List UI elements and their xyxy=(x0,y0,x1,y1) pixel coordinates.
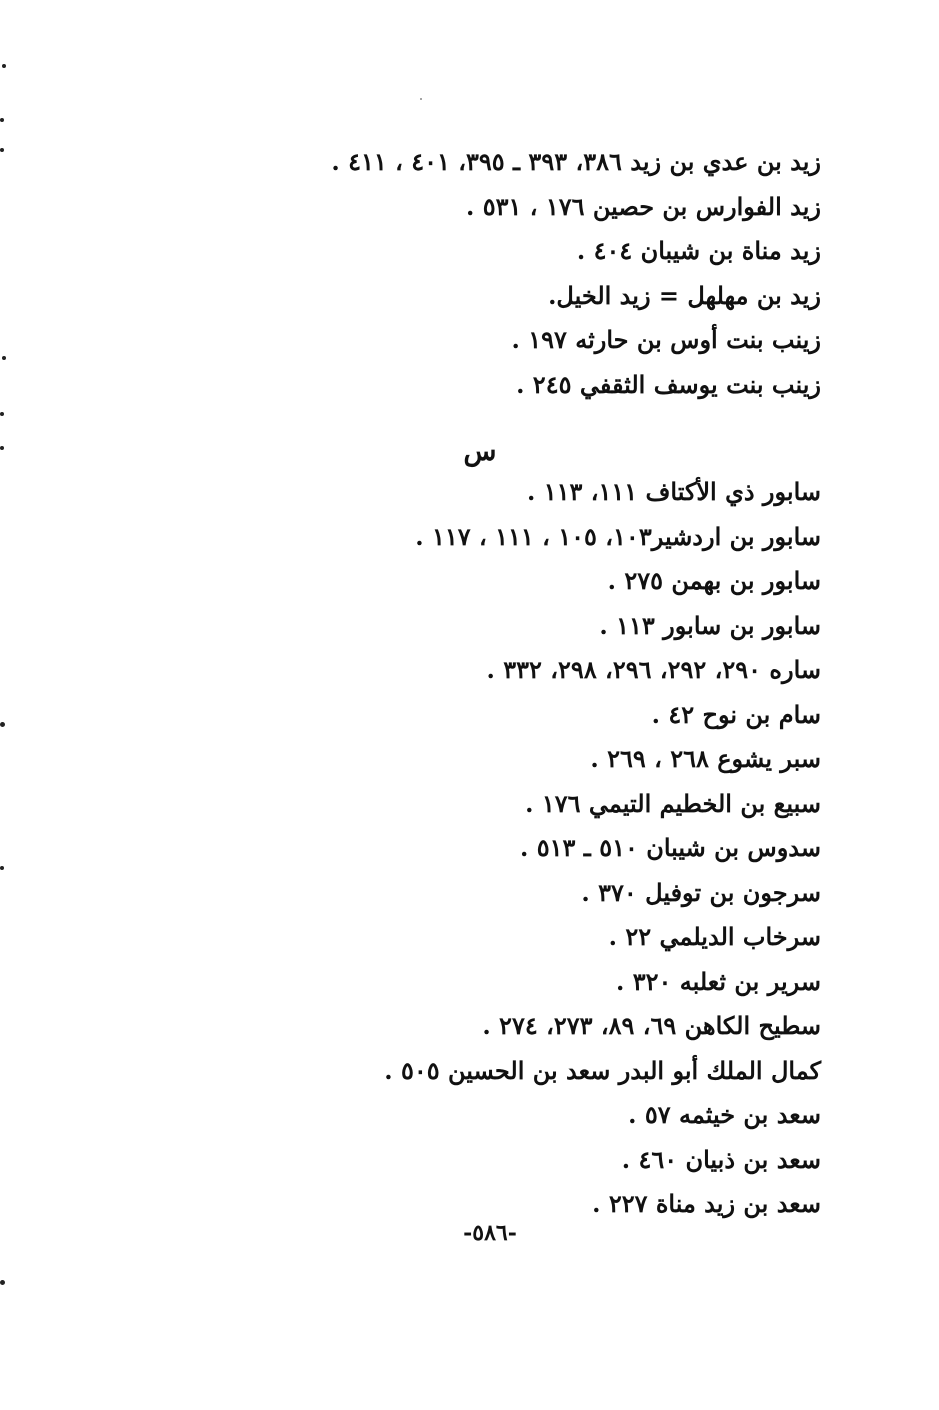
index-entry: سعد بن زيد مناة ٢٢٧ . xyxy=(592,1189,821,1218)
index-entries-top xyxy=(221,140,821,407)
index-entry: سابور بن بهمن ٢٧٥ . xyxy=(607,566,821,595)
scan-speck xyxy=(0,118,4,122)
index-entry: زينب بنت أوس بن حارثه ١٩٧ . xyxy=(511,325,821,354)
scan-speck xyxy=(2,64,6,68)
index-entry: سعد بن خيثمه ٥٧ . xyxy=(628,1100,821,1129)
index-entry: زيد مناة بن شيبان ٤٠٤ . xyxy=(576,236,821,265)
index-entry: سطيح الكاهن ٦٩، ٨٩، ٢٧٣، ٢٧٤ . xyxy=(482,1011,821,1040)
index-entry: سابور بن سابور ١١٣ . xyxy=(599,610,821,640)
index-entry: سابور بن اردشير١٠٣، ١٠٥ ، ١١١ ، ١١٧ . xyxy=(415,521,821,551)
index-entry: زينب بنت يوسف الثقفي ٢٤٥ . xyxy=(516,369,821,399)
scan-speck xyxy=(0,1280,5,1285)
index-entry: سرير بن ثعلبه ٣٢٠ . xyxy=(616,966,821,996)
index-entry: سبيع بن الخطيم التيمي ١٧٦ . xyxy=(525,788,821,818)
index-entry: زيد الفوارس بن حصين ١٧٦ ، ٥٣١ . xyxy=(465,191,821,221)
index-entry: سرجون بن توفيل ٣٧٠ . xyxy=(581,877,821,907)
index-entry: سدوس بن شيبان ٥١٠ ـ ٥١٣ . xyxy=(520,833,821,862)
index-entry: ساره ٢٩٠، ٢٩٢، ٢٩٦، ٢٩٨، ٣٣٢ . xyxy=(486,655,821,684)
index-entry: كمال الملك أبو البدر سعد بن الحسين ٥٠٥ . xyxy=(384,1055,821,1085)
scan-speck xyxy=(0,866,4,870)
scan-speck xyxy=(0,722,5,727)
index-entry: سبر يشوع ٢٦٨ ، ٢٦٩ . xyxy=(590,744,821,773)
scan-speck xyxy=(420,98,422,100)
index-entry: سام بن نوح ٤٢ . xyxy=(651,699,821,729)
index-entry: سابور ذي الأكتاف ١١١، ١١٣ . xyxy=(526,477,821,506)
section-letter-heading: س xyxy=(463,436,497,467)
page-number: -٥٨٦- xyxy=(463,1220,517,1246)
scan-speck xyxy=(0,446,4,450)
index-entries-section xyxy=(221,470,821,1227)
scan-speck xyxy=(2,356,6,360)
index-entry: سرخاب الديلمي ٢٢ . xyxy=(608,922,821,951)
index-entry: زيد بن عدي بن زيد ٣٨٦، ٣٩٣ ـ ٣٩٥، ٤٠١ ، ٤١١ . xyxy=(331,147,821,176)
index-entry: زيد بن مهلهل = زيد الخيل. xyxy=(548,280,821,310)
scan-speck xyxy=(0,412,4,416)
scan-speck xyxy=(0,148,4,152)
index-entry: سعد بن ذبيان ٤٦٠ . xyxy=(621,1144,821,1174)
